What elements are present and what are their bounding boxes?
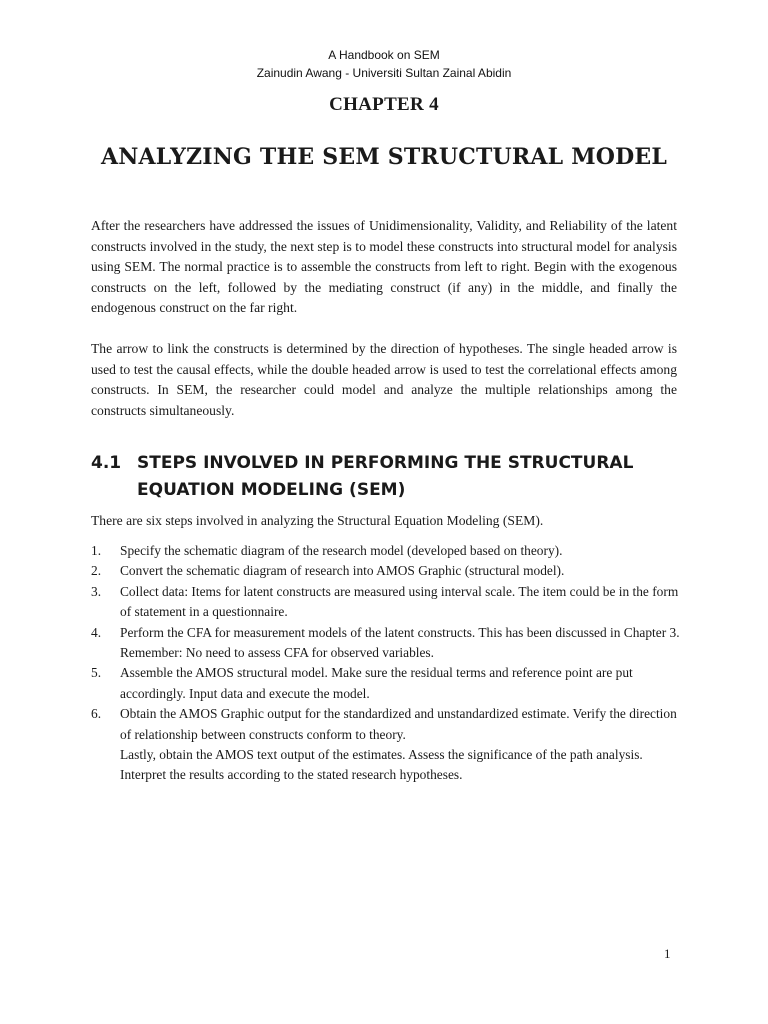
list-item: [91, 541, 681, 561]
step-text: Perform the CFA for measurement models of the latent constructs. This has been discussed in Chapter 3. Remember: No need to assess CFA for observed variables.: [120, 624, 680, 661]
step-text: Specify the schematic diagram of the research model (developed based on theory).: [120, 543, 563, 558]
step-number: 2.: [91, 563, 102, 579]
chapter-title: ANALYZING THE SEM STRUCTURAL MODEL: [100, 144, 668, 170]
step-number: 3.: [91, 583, 102, 599]
step-text: Obtain the AMOS Graphic output for the standardized and unstandardized estimate. Verify the direction of relationship between constructs conform to theory.: [120, 706, 677, 742]
step-number: 5.: [91, 665, 102, 681]
page-number: 1: [664, 946, 671, 961]
running-header-author: Zainudin Awang - Universiti Sultan Zainal Abidin: [256, 66, 512, 80]
step-text: Convert the schematic diagram of research into AMOS Graphic (structural model).: [120, 563, 565, 579]
step-number: 4.: [91, 624, 102, 640]
list-item: [91, 704, 681, 786]
section-title: STEPS INVOLVED IN PERFORMING THE STRUCTURAL EQUATION MODELING (SEM): [137, 453, 634, 500]
chapter-label: CHAPTER 4: [329, 94, 439, 115]
list-item: [91, 561, 681, 581]
body-paragraph-2: The arrow to link the constructs is determined by the direction of hypotheses. The single headed arrow is used to test the causal effects, while the double headed arrow is used to test the correlational effects among constructs. In SEM, the researcher could model and analyze the multiple relationships among the constructs simultaneously.: [91, 341, 677, 418]
step-extra-text: Lastly, obtain the AMOS text output of the estimates. Assess the significance of the path analysis. Interpret the results according to the stated research hypotheses.: [120, 747, 643, 783]
section-intro: There are six steps involved in analyzing the Structural Equation Modeling (SEM).: [91, 513, 544, 528]
steps-list: [91, 541, 681, 786]
list-item: [91, 663, 681, 704]
body-paragraph-1: After the researchers have addressed the issues of Unidimensionality, Validity, and Reliability of the latent constructs involved in the study, the next step is to model these constructs into structural model for analysis using SEM. The normal practice is to assemble the constructs from left to right. Begin with the exogenous constructs on the left, followed by the mediating construct (if any) in the middle, and finally the endogenous construct on the far right.: [91, 218, 677, 316]
running-header-title: A Handbook on SEM: [328, 48, 440, 62]
step-number: 6.: [91, 706, 102, 722]
list-item: [91, 582, 681, 623]
list-item: [91, 623, 681, 664]
step-number: 1.: [91, 543, 102, 558]
step-text: Assemble the AMOS structural model. Make sure the residual terms and reference point are put accordingly. Input data and execute the model.: [120, 665, 633, 701]
section-number: 4.1: [91, 453, 122, 473]
step-text: Collect data: Items for latent constructs are measured using interval scale. The item could be in the form of statement in a questionnaire.: [120, 583, 679, 620]
